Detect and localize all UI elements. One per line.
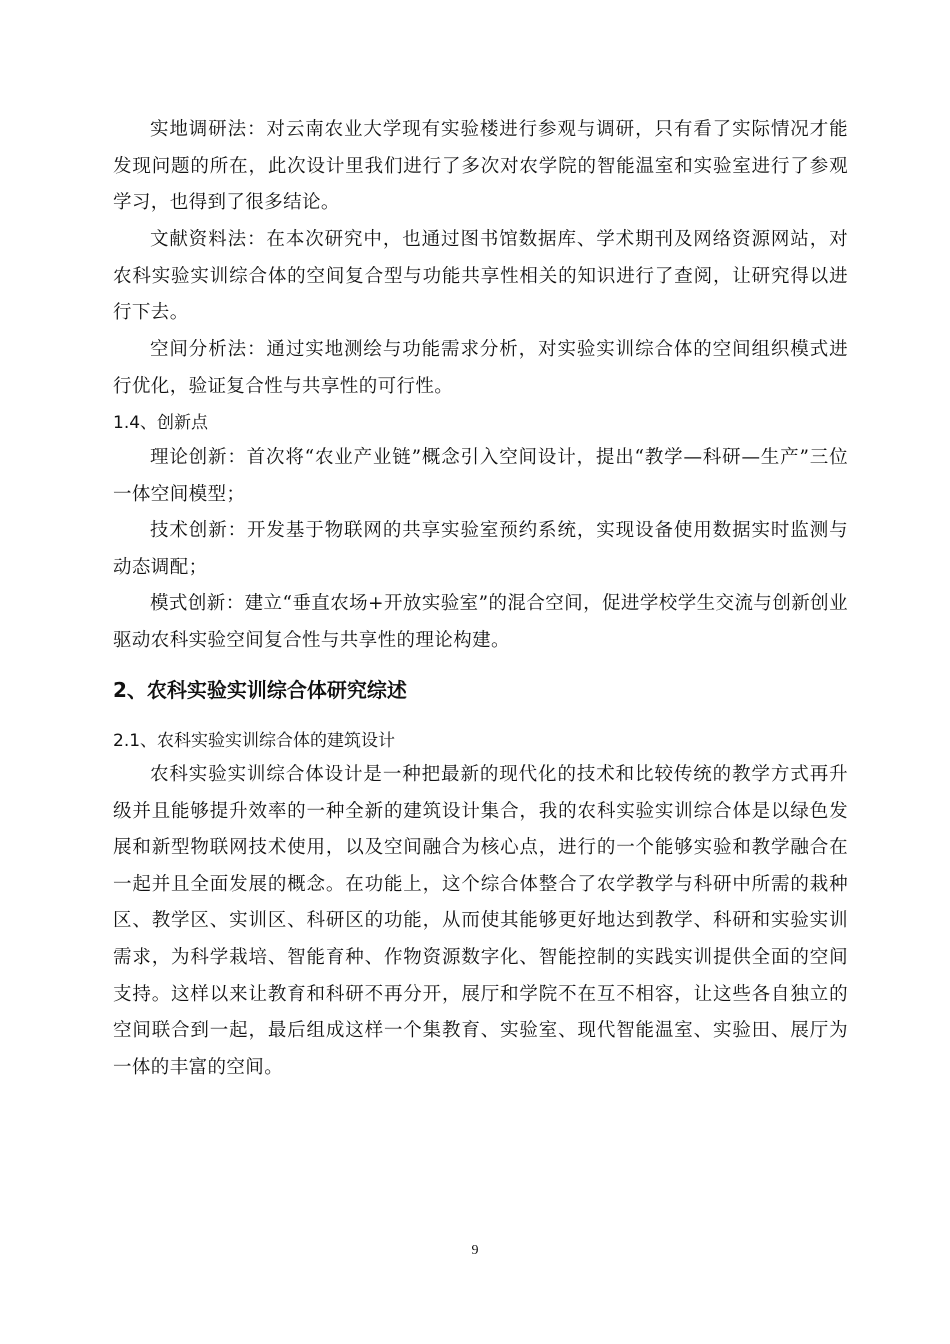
paragraph-spatial-analysis: 空间分析法：通过实地测绘与功能需求分析，对实验实训综合体的空间组织模式进行优化，验证复合性与共享性的可行性。 — [113, 339, 848, 397]
heading-architecture-design: 2.1、农科实验实训综合体的建筑设计 — [113, 731, 396, 751]
paragraph-tech-innovation: 技术创新：开发基于物联网的共享实验室预约系统，实现设备使用数据实时监测与动态调配； — [113, 520, 848, 578]
paragraph-field-research: 实地调研法：对云南农业大学现有实验楼进行参观与调研，只有看了实际情况才能发现问题的所在，此次设计里我们进行了多次对农学院的智能温室和实验室进行了参观学习，也得到了很多结论。 — [113, 119, 848, 214]
paragraph-theory-innovation: 理论创新：首次将“农业产业链”概念引入空间设计，提出“教学—科研—生产”三位一体空间模型； — [113, 447, 848, 505]
paragraph-model-innovation: 模式创新：建立“垂直农场+开放实验室”的混合空间，促进学校学生交流与创新创业驱动农科实验空间复合性与共享性的理论构建。 — [113, 593, 848, 651]
paragraph-literature-method: 文献资料法：在本次研究中，也通过图书馆数据库、学术期刊及网络资源网站，对农科实验实训综合体的空间复合型与功能共享性相关的知识进行了查阅，让研究得以进行下去。 — [113, 229, 848, 324]
paragraph-architecture-design: 农科实验实训综合体设计是一种把最新的现代化的技术和比较传统的教学方式再升级并且能够提升效率的一种全新的建筑设计集合，我的农科实验实训综合体是以绿色发展和新型物联网技术使用，以及空间融合为核心点，进行的一个能够实验和教学融合在一起并且全面发展的概念。在功能上，这个综合体整合了农学教学与科研中所需的栽种区、教学区、实训区、科研区的功能，从而使其能够更好地达到教学、科研和实验实训需求，为科学栽培、智能育种、作物资源数字化、智能控制的实践实训提供全面的空间支持。这样以来让教育和科研不再分开，展厅和学院不在互不相容，让这些各自独立的空间联合到一起，最后组成这样一个集教育、实验室、现代智能温室、实验田、展厅为一体的丰富的空间。 — [113, 764, 848, 1078]
page-number: 9 — [471, 1243, 479, 1258]
heading-innovation-points: 1.4、创新点 — [113, 413, 209, 433]
chapter-heading-review: 2、农科实验实训综合体研究综述 — [113, 678, 407, 702]
